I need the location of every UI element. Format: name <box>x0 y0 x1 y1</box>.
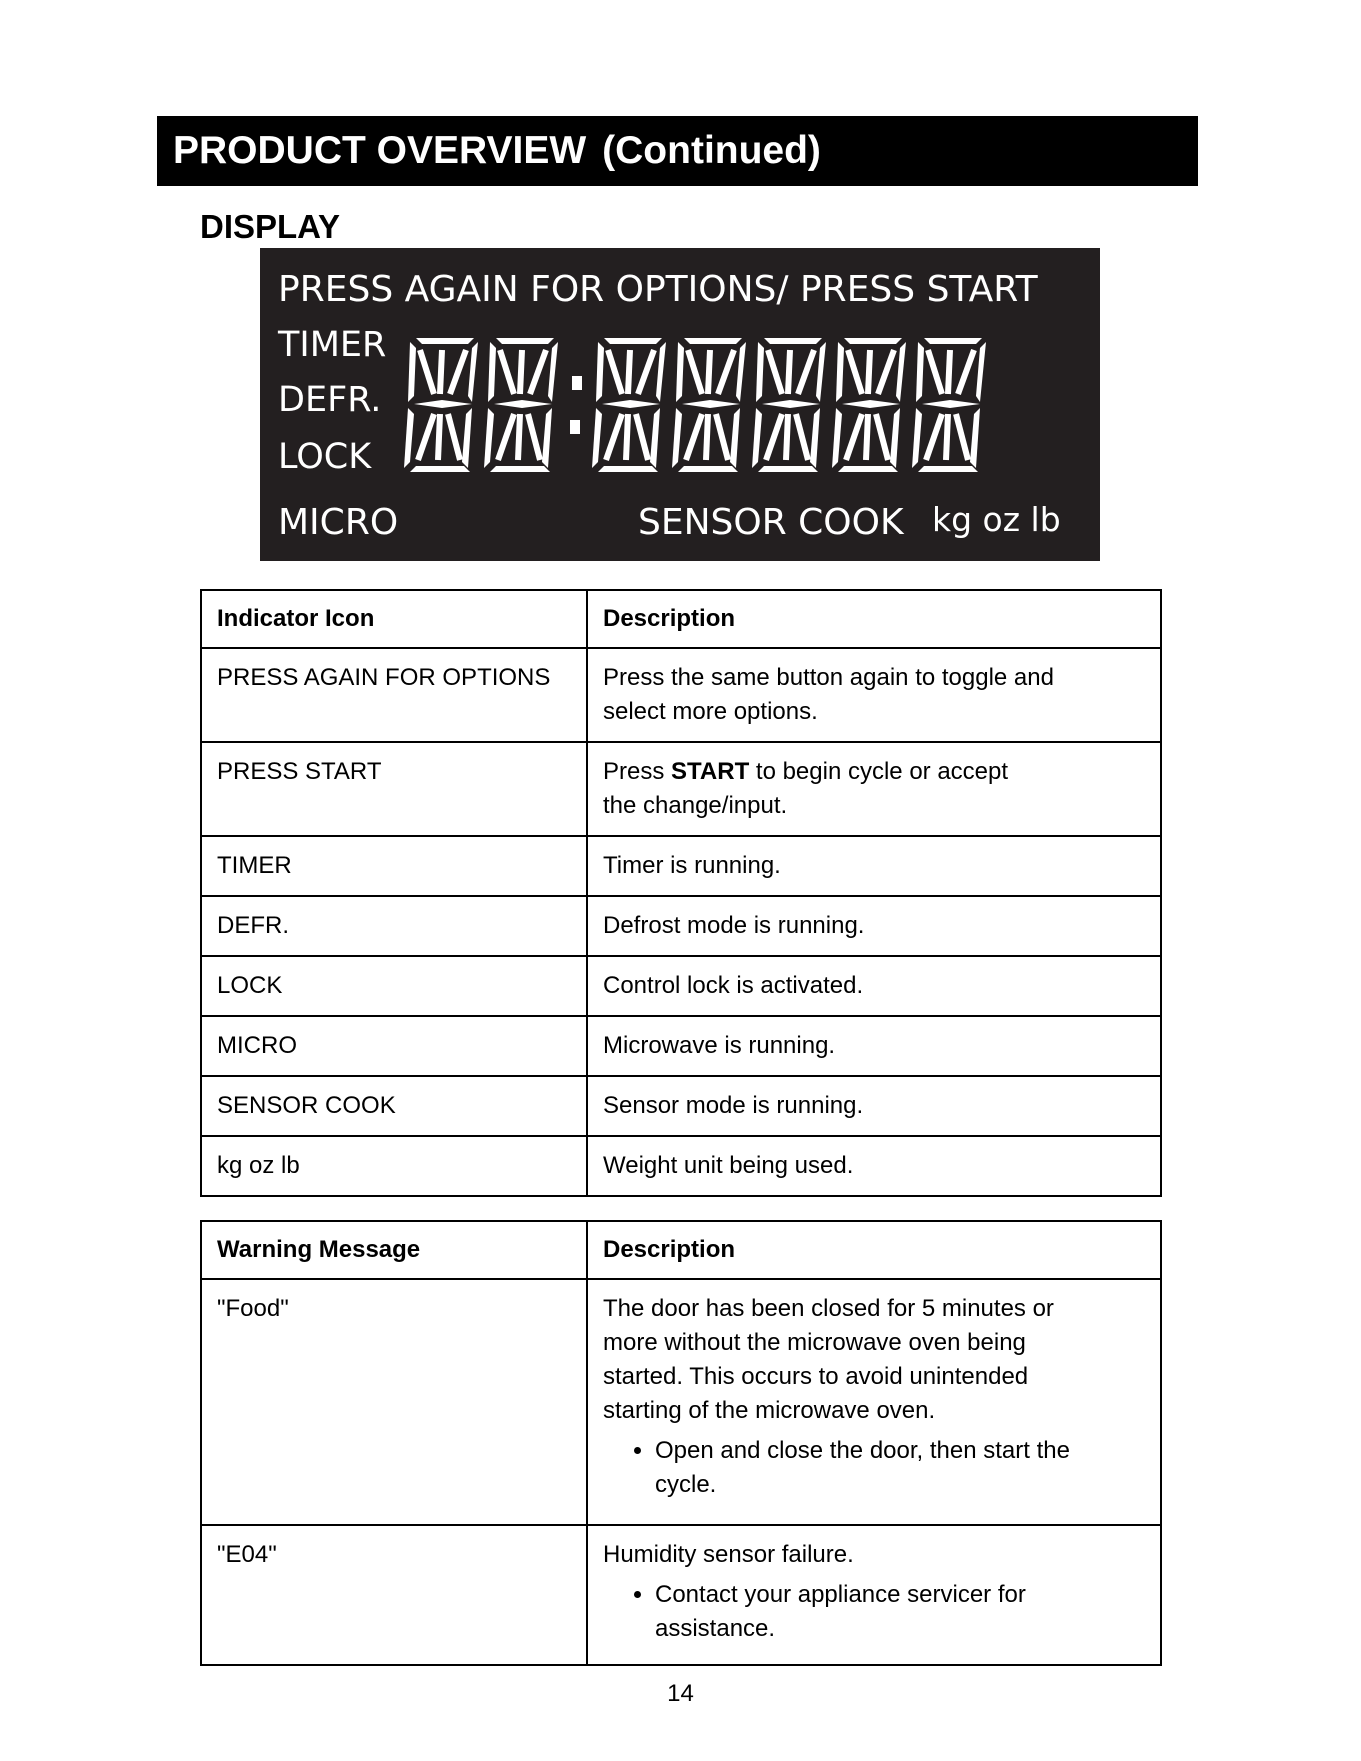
description-cell: Sensor mode is running. <box>587 1076 1161 1136</box>
section-banner <box>157 116 1198 186</box>
table-row <box>201 742 1161 836</box>
desc-line: The door has been closed for 5 minutes or <box>603 1295 1054 1322</box>
table-row <box>201 956 1161 1016</box>
indicator-cell: PRESS AGAIN FOR OPTIONS <box>201 648 587 742</box>
display-label-lock: LOCK <box>278 437 372 477</box>
desc-line: started. This occurs to avoid unintended <box>603 1363 1029 1390</box>
header-indicator-icon: Indicator Icon <box>201 590 587 648</box>
description-cell: Microwave is running. <box>587 1016 1161 1076</box>
bullet-list <box>603 1578 1144 1646</box>
display-label-timer: TIMER <box>278 325 387 365</box>
indicator-cell: SENSOR COOK <box>201 1076 587 1136</box>
warning-message-cell: "Food" <box>201 1279 587 1525</box>
banner-title: PRODUCT OVERVIEW <box>173 129 587 172</box>
desc-line: the change/input. <box>603 792 788 819</box>
table-row <box>201 1016 1161 1076</box>
header-warning-message: Warning Message <box>201 1221 587 1279</box>
desc-line: Press the same button again to toggle and <box>603 664 1054 691</box>
table-row <box>201 648 1161 742</box>
display-label-defr: DEFR. <box>278 380 382 420</box>
table-row <box>201 1525 1161 1665</box>
description-cell: Control lock is activated. <box>587 956 1161 1016</box>
display-label-units: kg oz lb <box>932 500 1061 539</box>
desc-text: Press <box>603 758 672 785</box>
description-cell <box>587 1525 1161 1665</box>
indicator-table <box>200 589 1162 1197</box>
display-label-sensor-cook: SENSOR COOK <box>638 502 904 543</box>
description-cell: Weight unit being used. <box>587 1136 1161 1196</box>
description-cell <box>587 742 1161 836</box>
indicator-cell: DEFR. <box>201 896 587 956</box>
table-row <box>201 1279 1161 1525</box>
indicator-cell: MICRO <box>201 1016 587 1076</box>
indicator-cell: PRESS START <box>201 742 587 836</box>
description-cell: Timer is running. <box>587 836 1161 896</box>
list-item <box>655 1434 1144 1502</box>
description-cell <box>587 648 1161 742</box>
table-header-row <box>201 1221 1161 1279</box>
bullet-line: assistance. <box>655 1615 776 1642</box>
bullet-line: Open and close the door, then start the <box>655 1437 1070 1464</box>
section-heading-display: DISPLAY <box>200 208 340 245</box>
desc-line: select more options. <box>603 698 818 725</box>
header-description: Description <box>587 590 1161 648</box>
indicator-cell: LOCK <box>201 956 587 1016</box>
warning-message-cell: "E04" <box>201 1525 587 1665</box>
display-label-micro: MICRO <box>278 502 399 543</box>
table-header-row <box>201 590 1161 648</box>
banner-subtitle: (Continued) <box>602 129 821 172</box>
bullet-line: cycle. <box>655 1471 717 1498</box>
description-cell: Defrost mode is running. <box>587 896 1161 956</box>
table-row <box>201 836 1161 896</box>
segment-digits-graphic <box>400 334 1090 478</box>
indicator-cell: kg oz lb <box>201 1136 587 1196</box>
display-top-line: PRESS AGAIN FOR OPTIONS/ PRESS START <box>278 269 1038 310</box>
header-description: Description <box>587 1221 1161 1279</box>
table-row <box>201 1076 1161 1136</box>
bullet-list <box>603 1434 1144 1502</box>
start-keyword: START <box>671 758 750 785</box>
desc-line: starting of the microwave oven. <box>603 1397 936 1424</box>
list-item <box>655 1578 1144 1646</box>
display-panel-image <box>260 248 1100 561</box>
desc-text: to begin cycle or accept <box>749 758 1009 785</box>
warning-table <box>200 1220 1162 1666</box>
indicator-cell: TIMER <box>201 836 587 896</box>
table-row <box>201 896 1161 956</box>
bullet-line: Contact your appliance servicer for <box>655 1581 1026 1608</box>
desc-line: more without the microwave oven being <box>603 1329 1026 1356</box>
description-cell <box>587 1279 1161 1525</box>
table-row <box>201 1136 1161 1196</box>
page-number: 14 <box>667 1680 694 1707</box>
desc-line: Humidity sensor failure. <box>603 1541 854 1568</box>
